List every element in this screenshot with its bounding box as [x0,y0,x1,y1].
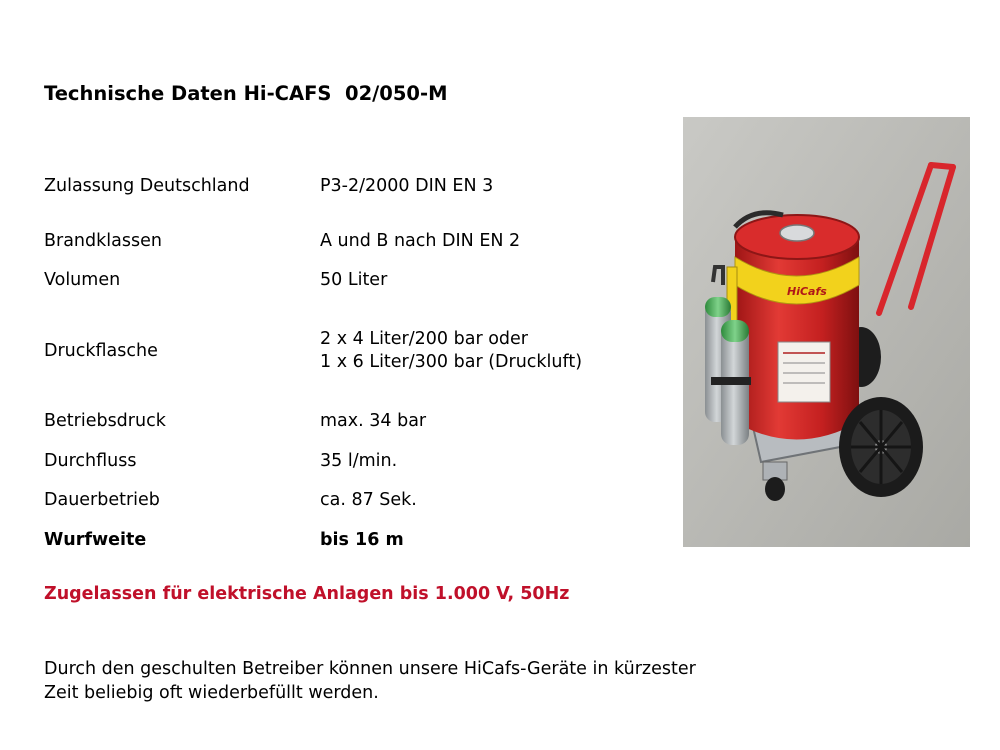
footer-line-1: Durch den geschulten Betreiber können unsere HiCafs-Geräte in kürzester [44,659,696,679]
spec-label-durchfluss: Durchfluss [44,451,137,471]
footer-line-2: Zeit beliebig oft wiederbefüllt werden. [44,683,379,703]
spec-value-druckflasche-line2: 1 x 6 Liter/300 bar (Druckluft) [320,352,583,372]
spec-label-volumen: Volumen [44,270,121,290]
spec-value-brandklassen: A und B nach DIN EN 2 [320,231,521,251]
spec-label-brandklassen: Brandklassen [44,231,162,251]
spec-value-durchfluss: 35 l/min. [320,451,398,471]
extinguisher-tank [735,215,859,440]
spec-label-betriebsdruck: Betriebsdruck [44,411,166,431]
spec-label-zulassung: Zulassung Deutschland [44,176,250,196]
electrical-approval-notice: Zugelassen für elektrische Anlagen bis 1.000 V, 50Hz [44,584,570,604]
spec-value-druckflasche-line1: 2 x 4 Liter/200 bar oder [320,329,528,349]
spec-value-zulassung: P3-2/2000 DIN EN 3 [320,176,494,196]
spec-value-wurfweite: bis 16 m [320,530,404,550]
page-title: Technische Daten Hi-CAFS 02/050-M [44,82,448,105]
tank-brand-label: HiCafs [787,285,827,298]
spec-value-volumen: 50 Liter [320,270,388,290]
spec-value-dauerbetrieb: ca. 87 Sek. [320,490,417,510]
footer-text [44,657,696,705]
tank-label-plate [778,342,830,402]
spec-label-druckflasche: Druckflasche [44,341,158,361]
spec-label-dauerbetrieb: Dauerbetrieb [44,490,160,510]
product-photo [683,117,970,547]
spec-value-betriebsdruck: max. 34 bar [320,411,427,431]
spec-label-wurfweite: Wurfweite [44,530,147,550]
front-wheel [839,397,923,497]
